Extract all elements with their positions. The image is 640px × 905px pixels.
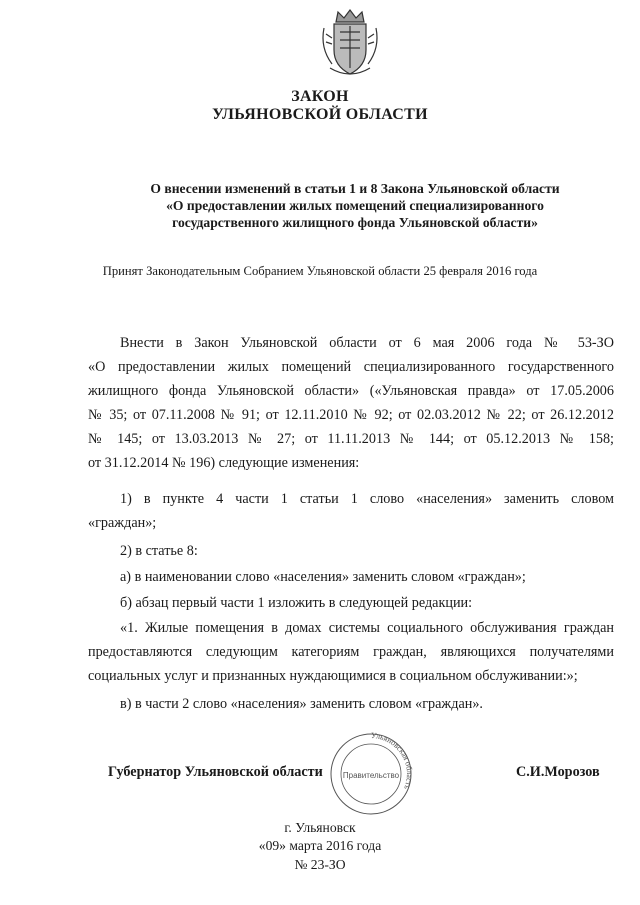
- text-line: «1. Жилые помещения в домах системы социального обслуживания граждан: [120, 620, 614, 636]
- signing-date: «09» марта 2016 года: [258, 838, 382, 853]
- text-line: № 145; от 13.03.2013 № 27; от 11.11.2013 № 144; от 05.12.2013 № 158;: [88, 431, 614, 447]
- law-title: [120, 180, 590, 231]
- stamp-center-text: Правительство: [342, 771, 400, 780]
- coat-of-arms-icon: [318, 8, 382, 80]
- adoption-note: Принят Законодательным Собранием Ульяновской области 25 февраля 2016 года: [102, 264, 538, 278]
- official-stamp: [328, 726, 414, 826]
- law-region: УЛЬЯНОВСКОЙ ОБЛАСТИ: [212, 106, 428, 123]
- text-line: Внести в Закон Ульяновской области от 6 мая 2006 года № 53-ЗО: [120, 335, 614, 351]
- stamp-ring-text: Ульяновская область: [370, 730, 414, 791]
- quoted-text: [88, 616, 614, 688]
- law-heading: [0, 88, 640, 124]
- amendment-item-1: [88, 487, 614, 535]
- amendment-item-2b: б) абзац первый части 1 изложить в следующей редакции:: [120, 595, 473, 611]
- signatory-position: Губернатор Ульяновской области: [108, 764, 323, 780]
- text-line: от 31.12.2014 № 196) следующие изменения:: [88, 455, 360, 471]
- signatory-name: С.И.Морозов: [516, 764, 600, 780]
- law-word: ЗАКОН: [291, 88, 349, 105]
- law-title-line: государственного жилищного фонда Ульяновской области»: [172, 215, 538, 230]
- law-number: № 23-ЗО: [294, 857, 346, 872]
- law-title-line: О внесении изменений в статьи 1 и 8 Закона Ульяновской области: [150, 181, 560, 196]
- amendment-item-2a: а) в наименовании слово «населения» заменить словом «граждан»;: [120, 569, 526, 585]
- text-line: жилищного фонда Ульяновской области» («Ульяновская правда» от 17.05.2006: [88, 383, 614, 399]
- text-line: предоставляются следующим категориям граждан, являющихся получателями: [88, 644, 614, 660]
- law-title-line: «О предоставлении жилых помещений специализированного: [166, 198, 544, 213]
- intro-paragraph: [88, 331, 614, 475]
- place-of-signing: г. Ульяновск: [284, 820, 356, 835]
- text-line: 1) в пункте 4 части 1 статьи 1 слово «населения» заменить словом: [120, 491, 614, 507]
- amendment-item-2: 2) в статье 8:: [120, 543, 198, 559]
- text-line: «О предоставлении жилых помещений специализированного государственного: [88, 359, 614, 375]
- amendment-item-2c: в) в части 2 слово «населения» заменить словом «граждан».: [120, 696, 483, 712]
- text-line: «граждан»;: [88, 515, 157, 531]
- text-line: № 35; от 07.11.2008 № 91; от 12.11.2010 № 92; от 02.03.2012 № 22; от 26.12.2012: [88, 407, 614, 423]
- text-line: социальных услуг и признанных нуждающимися в социальном обслуживании:»;: [88, 668, 578, 684]
